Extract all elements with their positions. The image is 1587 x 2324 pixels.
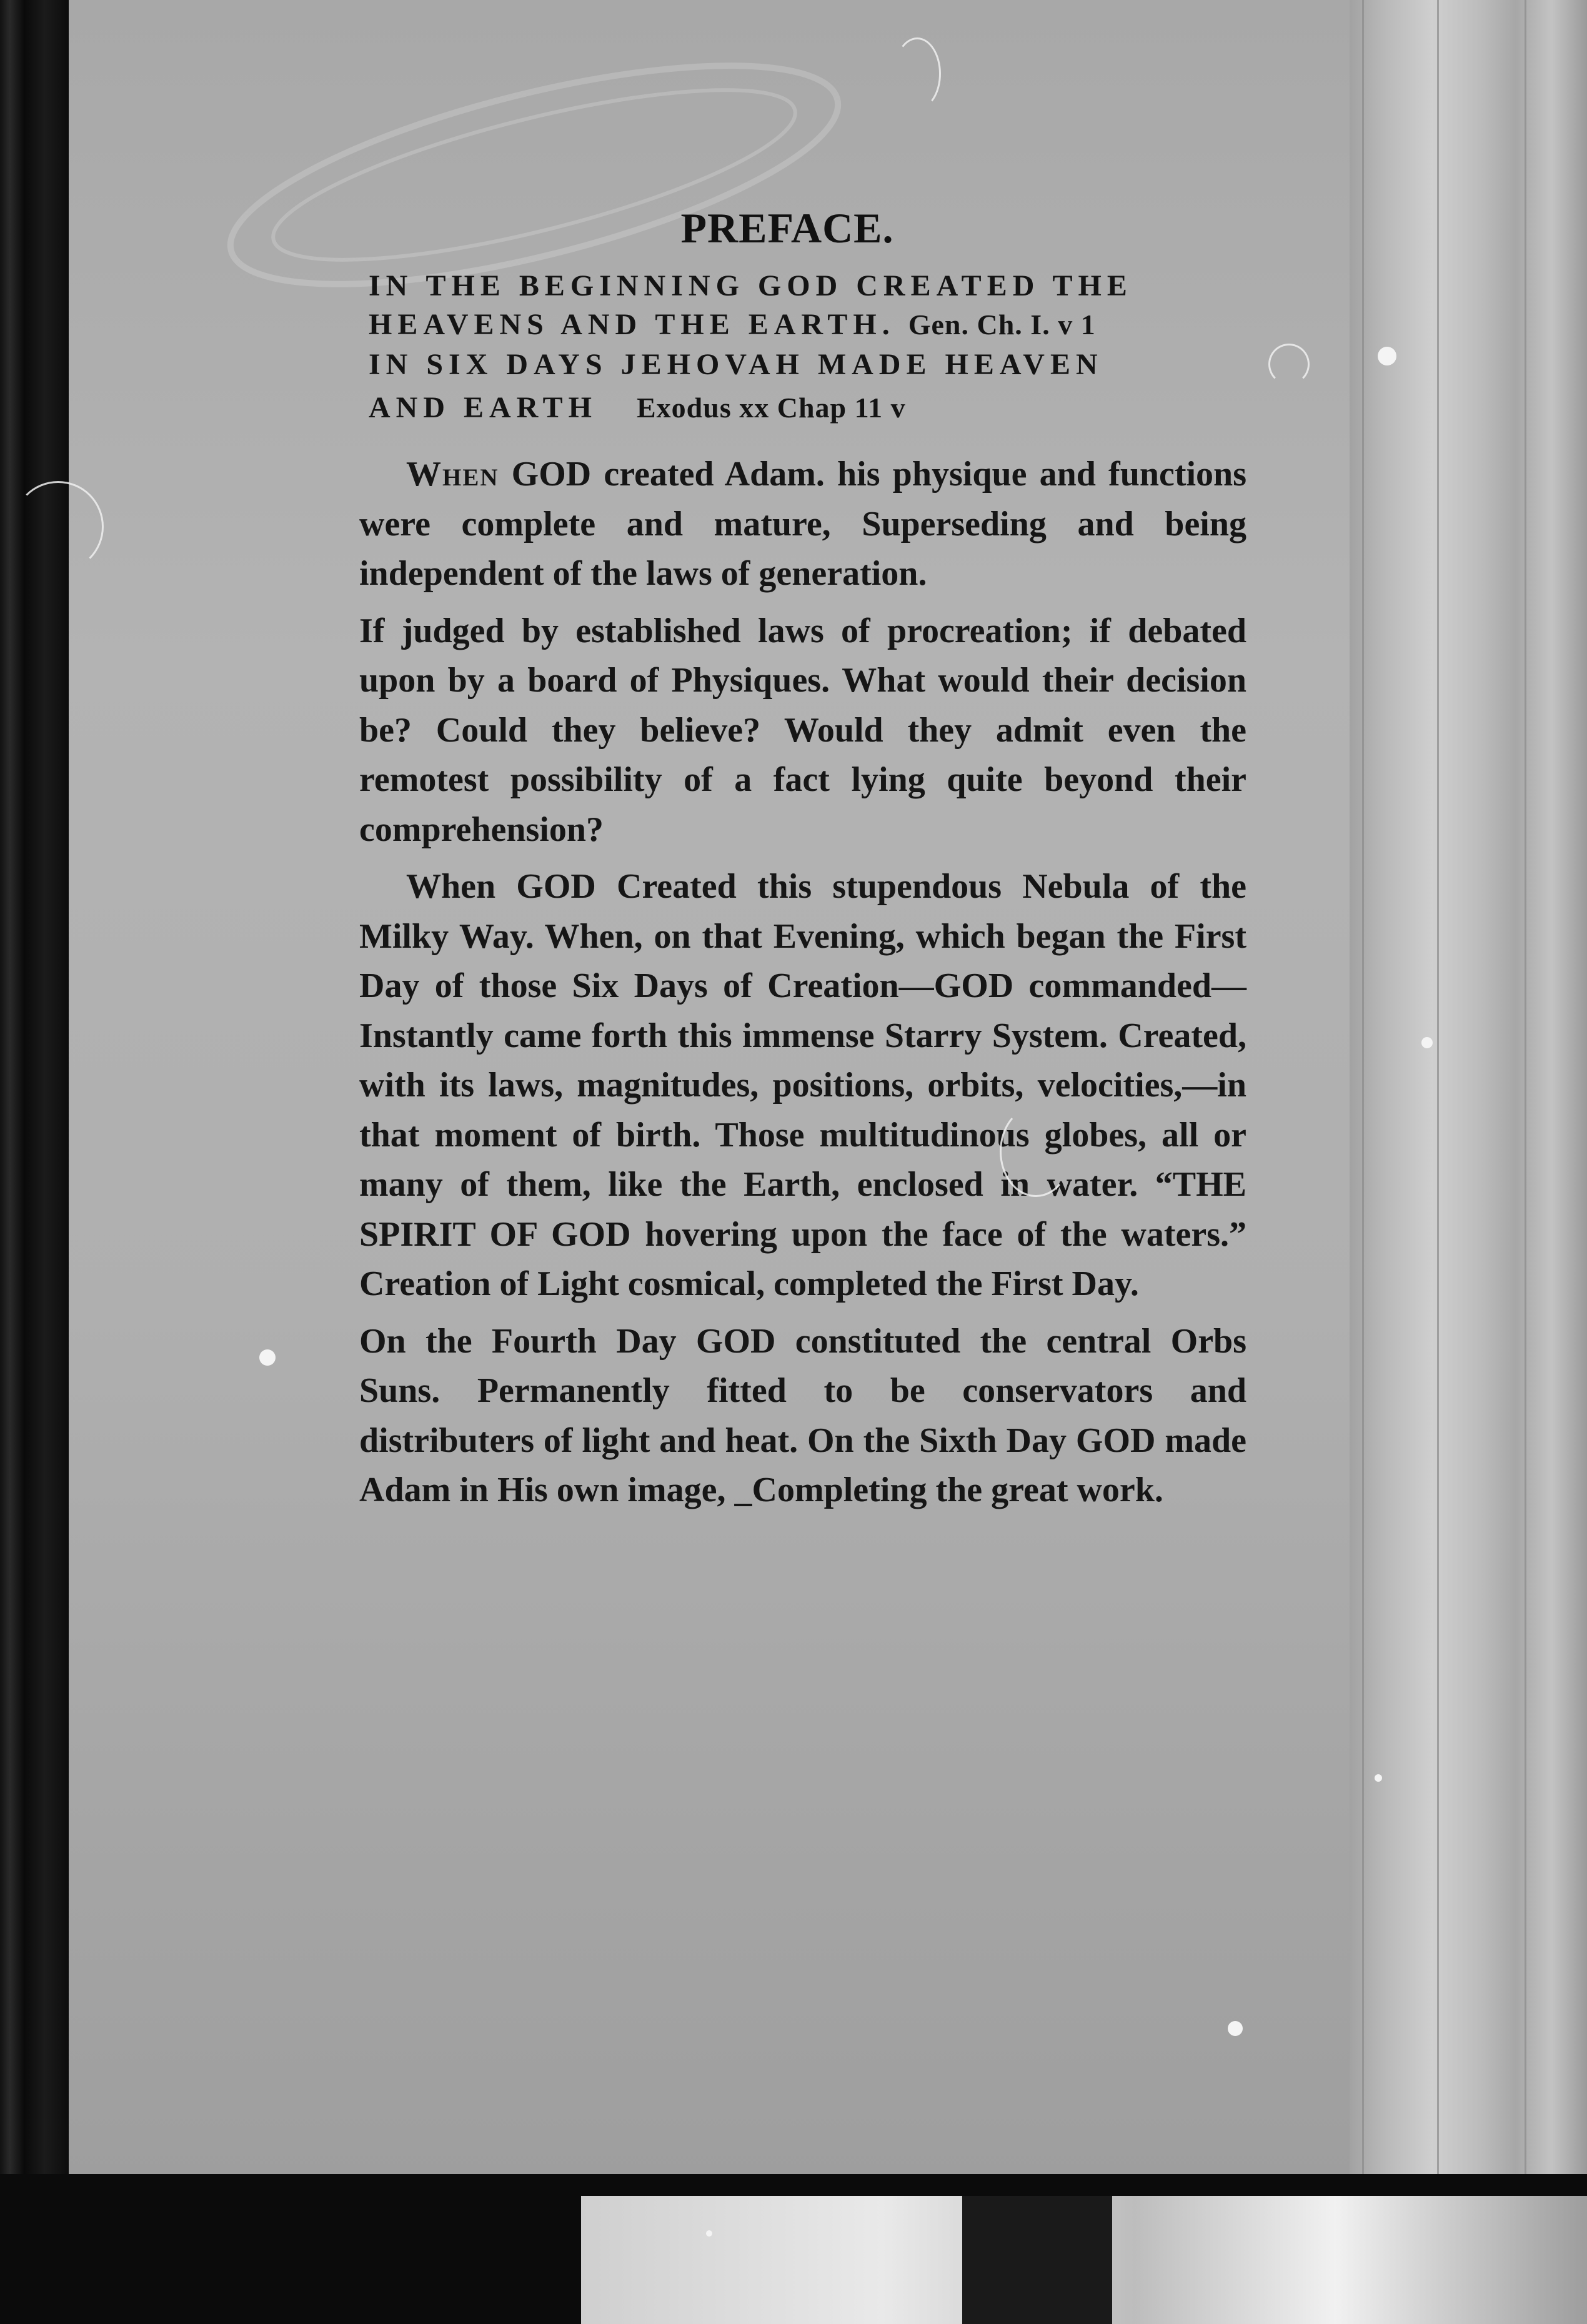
dust-speck	[706, 2230, 712, 2237]
paragraph	[359, 450, 1246, 599]
paragraph-text: GOD created Adam. his physique and functions were complete and mature, Superseding and being independent of the laws of generation.	[359, 455, 1246, 593]
page-gutter	[1350, 0, 1587, 2193]
dust-speck	[1375, 1774, 1382, 1782]
dust-speck	[1228, 2021, 1243, 2036]
epigraph-line	[369, 307, 1256, 342]
scratch-mark	[1000, 1106, 1072, 1197]
gutter-line	[1437, 0, 1439, 2193]
dust-speck	[1378, 347, 1396, 365]
epigraph-text: IN THE BEGINNING GOD CREATED THE	[369, 269, 1133, 302]
gutter-line	[1362, 0, 1364, 2193]
binding-shadow	[962, 2196, 1112, 2324]
paragraph-text: When GOD Created this stupendous Nebula of the Milky Way. When, on that Evening, which began the First Day of those Six Days of Creation—GOD commanded—Instantly came forth this immense Starry System. Created, with its laws, magnitudes, positions, orbits, velocities,—in that moment of birth. Those multitudinous globes, all or many of them, like the Earth, enclosed in water. “THE SPIRIT OF GOD hovering upon the face of the waters.” Creation of Light cosmical, completed the First Day.	[359, 867, 1246, 1303]
paragraph-text: If judged by established laws of procreation; if debated upon by a board of Physiques. What would their decision be? Could they believe? Would they admit even the remotest possibility of a fact lying quite beyond their comprehension?	[359, 611, 1246, 849]
epigraph-line	[369, 390, 1256, 425]
paragraph	[359, 1317, 1246, 1516]
preface-body	[359, 450, 1246, 1523]
epigraph-text: AND EARTH	[369, 391, 597, 424]
paragraph	[359, 862, 1246, 1309]
dust-speck	[259, 1349, 276, 1366]
dust-speck	[1421, 1037, 1433, 1048]
paragraph	[359, 607, 1246, 855]
epigraph-reference: Gen. Ch. I. v 1	[908, 309, 1096, 340]
paragraph-lead: When	[406, 455, 499, 494]
page-title: PREFACE.	[680, 204, 894, 252]
paragraph-text: On the Fourth Day GOD constituted the central Orbs Suns. Permanently fitted to be conservators and distributers of light and heat. On the Sixth Day GOD made Adam in His own image, _Completing the great work.	[359, 1321, 1246, 1509]
epigraph-text: IN SIX DAYS JEHOVAH MADE HEAVEN	[369, 348, 1103, 381]
epigraph-reference: Exodus xx Chap 11 v	[637, 392, 906, 424]
epigraph-line	[369, 347, 1256, 382]
gutter-line	[1525, 0, 1526, 2193]
scratch-mark	[1268, 344, 1310, 385]
epigraph-text: HEAVENS AND THE EARTH.	[369, 308, 895, 341]
scratch-mark	[12, 481, 104, 572]
epigraph-line	[369, 269, 1256, 303]
scratch-mark	[893, 37, 941, 110]
